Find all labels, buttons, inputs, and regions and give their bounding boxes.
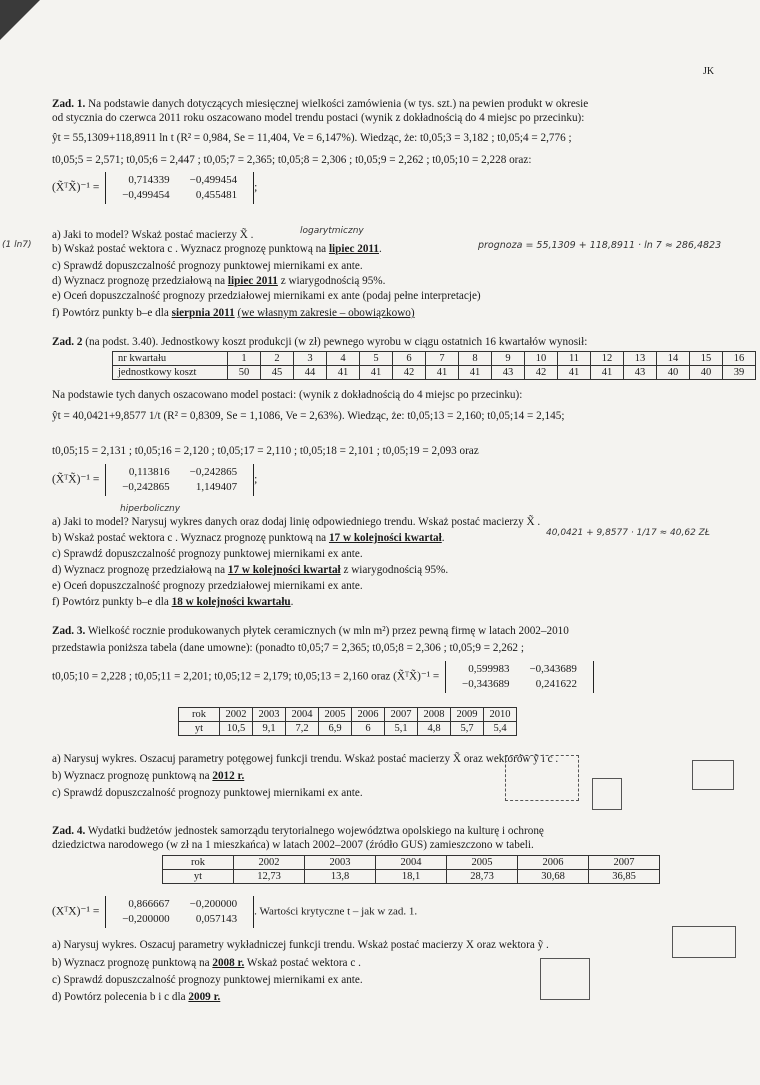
task2-quarter-cell: 8 bbox=[459, 352, 492, 366]
task4-year-cell: 2004 bbox=[376, 856, 447, 870]
task2-c: c) Sprawdź dopuszczalność prognozy punktowej miernikami ex ante. bbox=[52, 548, 363, 560]
task3-table: rok 2002 2003 2004 2005 2006 2007 2008 2009 2010 yt 10,5 9,1 7,2 6,9 6 5,1 4,8 5,7 5,4 bbox=[178, 707, 517, 736]
task2-cost-cell: 40 bbox=[690, 366, 723, 380]
task2-f: f) Powtórz punkty b–e dla 18 w kolejności kwartału. bbox=[52, 596, 294, 608]
task2-quarter-cell: 2 bbox=[261, 352, 294, 366]
task2-quarter-cell: 10 bbox=[525, 352, 558, 366]
task3-year-cell: 2005 bbox=[319, 708, 352, 722]
task4-year-cell: 2005 bbox=[447, 856, 518, 870]
task2-table: nr kwartału 1 2 3 4 5 6 7 8 9 10 11 12 13 14 15 16 jednostkowy koszt 50 45 44 41 41 42 41 41 43 42 41 41 43 40 40 39 bbox=[112, 351, 756, 380]
task2-cost-cell: 43 bbox=[624, 366, 657, 380]
task4-value-cell: 28,73 bbox=[447, 870, 518, 884]
task1-line4: t0,05;5 = 2,571; t0,05;6 = 2,447 ; t0,05;7 = 2,365; t0,05;8 = 2,306 ; t0,05;9 = 2,262 ; t0,05;10 = 2,228 oraz: bbox=[52, 154, 532, 166]
task1-b: b) Wskaż postać wektora c . Wyznacz prognozę punktową na lipiec 2011. bbox=[52, 243, 382, 255]
task4-d: d) Powtórz polecenia b i c dla 2009 r. bbox=[52, 991, 221, 1003]
task3-year-cell: 2004 bbox=[286, 708, 319, 722]
task3-year-cell: 2010 bbox=[484, 708, 517, 722]
task3-a: a) Narysuj wykres. Oszacuj parametry potęgowej funkcji trendu. Wskaż postać macierzy X̃ oraz wektorów ỹ i c . bbox=[52, 753, 559, 765]
task3-line2: przedstawia poniższa tabela (dane umowne): (ponadto t0,05;7 = 2,365; t0,05;8 = 2,306 ; t0,05;9 = 2,262 ; bbox=[52, 642, 524, 654]
task3-year-cell: 2002 bbox=[220, 708, 253, 722]
task3-value-cell: 6 bbox=[352, 722, 385, 736]
task1-c: c) Sprawdź dopuszczalność prognozy punktowej miernikami ex ante. bbox=[52, 260, 363, 272]
task1-title: Zad. 1. bbox=[52, 98, 86, 110]
task2-a: a) Jaki to model? Narysuj wykres danych oraz dodaj linię odpowiedniego trendu. Wskaż postać macierzy X̃ . bbox=[52, 516, 541, 528]
handwritten-note-model: logarytmiczny bbox=[300, 226, 364, 236]
task4-year-cell: 2006 bbox=[518, 856, 589, 870]
task3-year-cell: 2003 bbox=[253, 708, 286, 722]
task3-title: Zad. 3. bbox=[52, 625, 86, 637]
task2-quarter-cell: 7 bbox=[426, 352, 459, 366]
task2-cost-cell: 44 bbox=[294, 366, 327, 380]
task2-quarter-cell: 6 bbox=[393, 352, 426, 366]
task1-matrix-row: (X̃ᵀX̃)⁻¹ = 0,714339 −0,499454 −0,499454 0,455481 ; bbox=[52, 172, 257, 204]
task3-line1: Zad. 3. Wielkość rocznie produkowanych płytek ceramicznych (w mln m²) przez pewną firmę w latach 2002–2010 bbox=[52, 625, 569, 637]
task2-quarter-cell: 4 bbox=[327, 352, 360, 366]
task1-line1: Zad. 1. Na podstawie danych dotyczących miesięcznej wielkości zamówienia (w tys. szt.) na pewien produkt w okresie bbox=[52, 98, 589, 110]
task4-matrix-row: (XᵀX)⁻¹ = 0,866667 −0,200000 −0,200000 0,057143 . Wartości krytyczne t – jak w zad. 1. bbox=[52, 896, 417, 928]
task2-cost-cell: 41 bbox=[558, 366, 591, 380]
task3-year-cell: 2006 bbox=[352, 708, 385, 722]
task3-year-cell: 2009 bbox=[451, 708, 484, 722]
task2-cost-cell: 50 bbox=[228, 366, 261, 380]
task4-table: rok 2002 2003 2004 2005 2006 2007 yt 12,73 13,8 18,1 28,73 30,68 36,85 bbox=[162, 855, 660, 884]
task2-quarter-cell: 5 bbox=[360, 352, 393, 366]
task3-value-cell: 4,8 bbox=[418, 722, 451, 736]
task3-value-cell: 5,7 bbox=[451, 722, 484, 736]
task4-value-cell: 18,1 bbox=[376, 870, 447, 884]
task4-title: Zad. 4. bbox=[52, 825, 86, 837]
handwritten-margin-note: (1 ln7) bbox=[2, 240, 32, 250]
task3-value-cell: 9,1 bbox=[253, 722, 286, 736]
task4-year-cell: 2003 bbox=[305, 856, 376, 870]
task3-matrix: 0,599983 −0,343689 −0,343689 0,241622 bbox=[445, 661, 594, 693]
task2-line1: Zad. 2 (na podst. 3.40). Jednostkowy koszt produkcji (w zł) pewnego wyrobu w ciągu ostatnich 16 kwartałów wynosił: bbox=[52, 336, 588, 348]
task1-line3: ŷt = 55,1309+118,8911 ln t (R² = 0,984, Se = 11,404, Ve = 6,147%). Wiedząc, że: t0,05;3 = 3,182 ; t0,05;4 = 2,776 ; bbox=[52, 132, 572, 144]
task2-quarter-cell: 3 bbox=[294, 352, 327, 366]
task3-c: c) Sprawdź dopuszczalność prognozy punktowej miernikami ex ante. bbox=[52, 787, 363, 799]
task3-b: b) Wyznacz prognozę punktową na 2012 r. bbox=[52, 770, 245, 782]
task2-d: d) Wyznacz prognozę przedziałową na 17 w kolejności kwartał z wiarygodnością 95%. bbox=[52, 564, 449, 576]
page-fold-corner bbox=[0, 0, 40, 40]
task3-line3: t0,05;10 = 2,228 ; t0,05;11 = 2,201; t0,05;12 = 2,179; t0,05;13 = 2,160 oraz (X̃ᵀX̃)⁻¹ = 0,599983 −0,343689 −0,343689 0,241622 bbox=[52, 661, 594, 693]
task2-cost-cell: 43 bbox=[492, 366, 525, 380]
task2-cost-cell: 45 bbox=[261, 366, 294, 380]
task2-quarter-cell: 11 bbox=[558, 352, 591, 366]
task3-year-cell: 2008 bbox=[418, 708, 451, 722]
task2-cost-cell: 42 bbox=[393, 366, 426, 380]
task3-value-cell: 5,4 bbox=[484, 722, 517, 736]
task3-value-cell: 5,1 bbox=[385, 722, 418, 736]
task2-e: e) Oceń dopuszczalność prognozy przedziałowej miernikami ex ante. bbox=[52, 580, 363, 592]
task2-quarter-cell: 15 bbox=[690, 352, 723, 366]
task2-quarter-cell: 1 bbox=[228, 352, 261, 366]
task2-quarter-cell: 9 bbox=[492, 352, 525, 366]
task4-value-cell: 12,73 bbox=[234, 870, 305, 884]
task1-a: a) Jaki to model? Wskaż postać macierzy X̃ . bbox=[52, 229, 254, 241]
task2-matrix: 0,113816 −0,242865 −0,242865 1,149407 bbox=[105, 464, 254, 496]
task3-value-cell: 6,9 bbox=[319, 722, 352, 736]
task4-c: c) Sprawdź dopuszczalność prognozy punktowej miernikami ex ante. bbox=[52, 974, 363, 986]
task4-value-cell: 30,68 bbox=[518, 870, 589, 884]
task2-line2: Na podstawie tych danych oszacowano model postaci: (wynik z dokładnością do 4 miejsc po przecinku): bbox=[52, 389, 523, 401]
task3-value-cell: 10,5 bbox=[220, 722, 253, 736]
task2-quarter-cell: 14 bbox=[657, 352, 690, 366]
task4-year-cell: 2007 bbox=[589, 856, 660, 870]
task2-cost-cell: 41 bbox=[459, 366, 492, 380]
handwritten-sketch-matrix2 bbox=[540, 958, 590, 1000]
task2-cost-cell: 39 bbox=[723, 366, 756, 380]
task4-line1: Zad. 4. Wydatki budżetów jednostek samorządu terytorialnego województwa opolskiego na kulturę i ochronę bbox=[52, 825, 544, 837]
task4-value-cell: 13,8 bbox=[305, 870, 376, 884]
handwritten-sketch-vector3 bbox=[672, 926, 736, 958]
task2-quarter-cell: 12 bbox=[591, 352, 624, 366]
handwritten-sketch-matrix bbox=[505, 755, 579, 801]
task3-value-cell: 7,2 bbox=[286, 722, 319, 736]
task1-line2: od stycznia do czerwca 2011 roku oszacowano model trendu postaci (wynik z dokładnością do 4 miejsc po przecinku): bbox=[52, 112, 585, 124]
task1-e: e) Oceń dopuszczalność prognozy przedziałowej miernikami ex ante (podaj pełne interpretacje) bbox=[52, 290, 481, 302]
handwritten-sketch-vector bbox=[592, 778, 622, 810]
task4-b: b) Wyznacz prognozę punktową na 2008 r. Wskaż postać wektora c . bbox=[52, 957, 361, 969]
task2-quarter-cell: 13 bbox=[624, 352, 657, 366]
handwritten-note-forecast1: prognoza = 55,1309 + 118,8911 · ln 7 ≈ 286,4823 bbox=[478, 240, 722, 251]
task2-title: Zad. 2 bbox=[52, 336, 83, 348]
task2-cost-cell: 41 bbox=[426, 366, 459, 380]
task2-cost-cell: 41 bbox=[591, 366, 624, 380]
task4-value-cell: 36,85 bbox=[589, 870, 660, 884]
task2-cost-cell: 41 bbox=[327, 366, 360, 380]
task1-matrix: 0,714339 −0,499454 −0,499454 0,455481 bbox=[105, 172, 254, 204]
task1-d: d) Wyznacz prognozę przedziałową na lipiec 2011 z wiarygodnością 95%. bbox=[52, 275, 386, 287]
handwritten-sketch-vector2 bbox=[692, 760, 734, 790]
task4-a: a) Narysuj wykres. Oszacuj parametry wykładniczej funkcji trendu. Wskaż postać macierzy X oraz wektora ỹ . bbox=[52, 939, 549, 951]
task3-year-cell: 2007 bbox=[385, 708, 418, 722]
task4-matrix: 0,866667 −0,200000 −0,200000 0,057143 bbox=[105, 896, 254, 928]
task2-quarter-cell: 16 bbox=[723, 352, 756, 366]
task2-b: b) Wskaż postać wektora c . Wyznacz prognozę punktową na 17 w kolejności kwartał. bbox=[52, 532, 445, 544]
task2-line4: t0,05;15 = 2,131 ; t0,05;16 = 2,120 ; t0,05;17 = 2,110 ; t0,05;18 = 2,101 ; t0,05;19 = 2,093 oraz bbox=[52, 445, 479, 457]
task2-cost-cell: 42 bbox=[525, 366, 558, 380]
task4-line2: dziedzictwa narodowego (w zł na 1 mieszkańca) w latach 2002–2007 (źródło GUS) zamieszczono w tabeli. bbox=[52, 839, 534, 851]
task1-f: f) Powtórz punkty b–e dla sierpnia 2011 (we własnym zakresie – obowiązkowo) bbox=[52, 307, 415, 319]
handwritten-note-hyperbolic: hiperboliczny bbox=[120, 504, 181, 514]
header-initials: JK bbox=[703, 66, 715, 77]
task4-year-cell: 2002 bbox=[234, 856, 305, 870]
task2-matrix-row: (X̃ᵀX̃)⁻¹ = 0,113816 −0,242865 −0,242865 1,149407 ; bbox=[52, 464, 257, 496]
task2-cost-cell: 40 bbox=[657, 366, 690, 380]
handwritten-note-forecast2: 40,0421 + 9,8577 · 1/17 ≈ 40,62 ZŁ bbox=[546, 528, 710, 538]
task2-line3: ŷt = 40,0421+9,8577 1/t (R² = 0,8309, Se = 1,1086, Ve = 2,63%). Wiedząc, że: t0,05;13 = 2,160; t0,05;14 = 2,145; bbox=[52, 410, 565, 422]
task2-cost-cell: 41 bbox=[360, 366, 393, 380]
